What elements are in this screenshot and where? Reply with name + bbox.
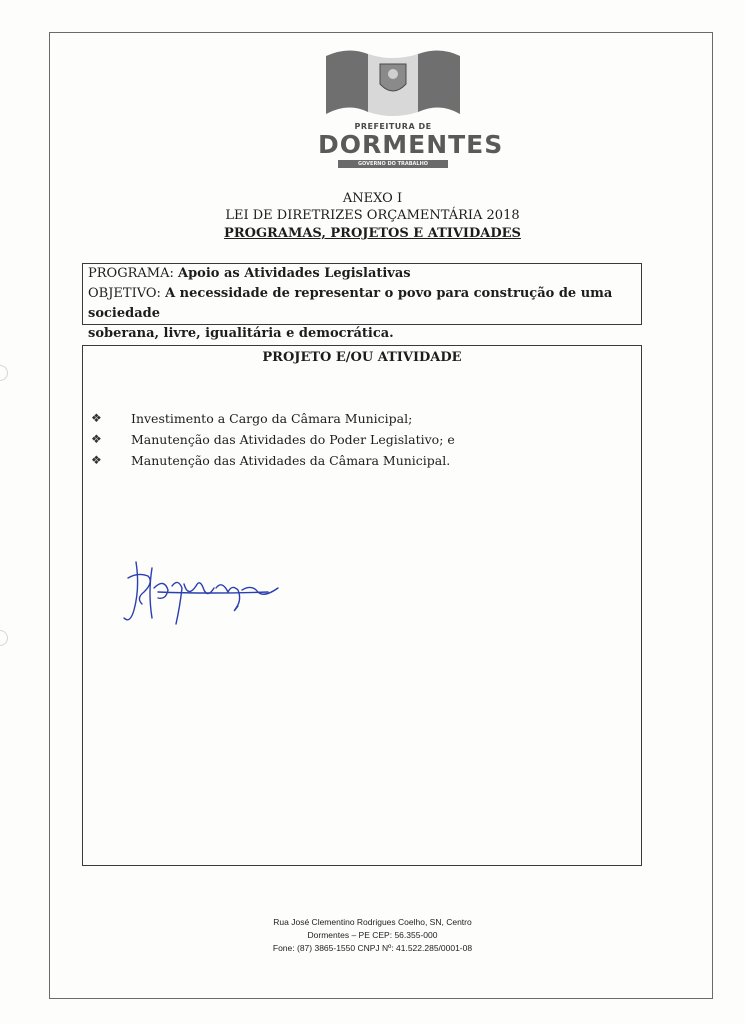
footer-phone-cnpj: Fone: (87) 3865-1550 CNPJ Nº: 41.522.285/0001-08 <box>272 943 473 953</box>
list-item: ❖ Manutenção das Atividades da Câmara Municipal. <box>91 450 455 471</box>
handwritten-signature <box>118 548 288 633</box>
punch-hole-bottom <box>0 630 8 646</box>
law-title: LEI DE DIRETRIZES ORÇAMENTÁRIA 2018 <box>225 208 520 223</box>
programa-value: Apoio as Atividades Legislativas <box>177 266 411 281</box>
diamond-bullet-icon: ❖ <box>91 432 102 446</box>
list-item: ❖ Investimento a Cargo da Câmara Municipal; <box>91 408 455 429</box>
logo-name: DORMENTES <box>318 130 504 159</box>
programa-line <box>88 264 641 284</box>
logo-tagline: GOVERNO DO TRABALHO <box>338 160 448 168</box>
programa-box <box>82 263 642 341</box>
projeto-title: PROJETO E/OU ATIVIDADE <box>262 350 462 365</box>
objetivo-value-2: soberana, livre, igualitária e democrática. <box>88 326 394 341</box>
annex-title: ANEXO I <box>342 191 403 206</box>
footer-city-cep: Dormentes – PE CEP: 56.355-000 <box>307 930 438 940</box>
objetivo-label: OBJETIVO: <box>88 286 161 301</box>
logo-top-text: PREFEITURA DE <box>354 122 432 131</box>
punch-hole-top <box>0 365 8 381</box>
footer-address: Rua José Clementino Rodrigues Coelho, SN, Centro <box>273 917 472 927</box>
diamond-bullet-icon: ❖ <box>91 411 102 425</box>
objetivo-value-1: A necessidade de representar o povo para construção de uma sociedade <box>88 286 613 321</box>
section-title: PROGRAMAS, PROJETOS E ATIVIDADES <box>224 226 521 241</box>
objetivo-line-2 <box>88 324 641 344</box>
flag-emblem-icon <box>318 42 468 122</box>
projeto-list <box>91 408 455 471</box>
list-item: ❖ Manutenção das Atividades do Poder Legislativo; e <box>91 429 455 450</box>
prefeitura-logo <box>318 42 504 172</box>
programa-label: PROGRAMA: <box>88 266 174 281</box>
diamond-bullet-icon: ❖ <box>91 453 102 467</box>
objetivo-line <box>88 284 641 324</box>
